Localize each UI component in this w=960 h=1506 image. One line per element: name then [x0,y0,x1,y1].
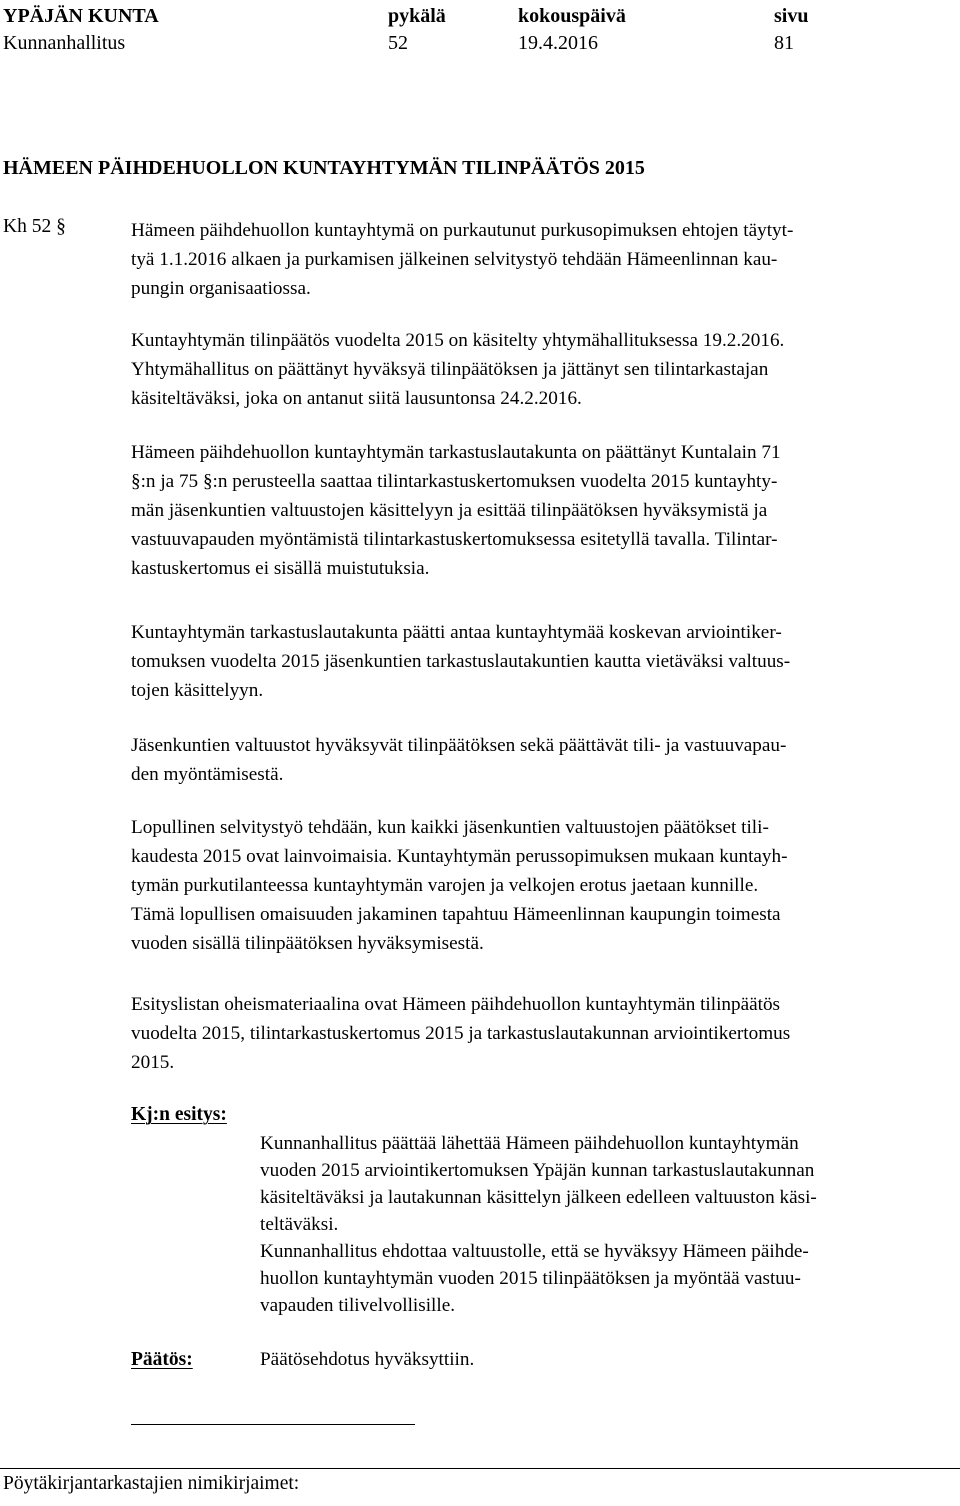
section-number: 52 [388,32,408,54]
paragraph-attachments [131,990,790,1077]
signatures-label: Pöytäkirjantarkastajien nimikirjaimet: [3,1473,300,1494]
meeting-date-label: kokouspäivä [518,5,626,27]
page-number: 81 [774,32,794,54]
text-line: huollon kuntayhtymän vuoden 2015 tilinpäätöksen ja myöntää vastuu- [260,1268,801,1289]
text-line: tymän purkutilanteessa kuntayhtymän varojen ja velkojen erotus jaetaan kunnille. [131,875,759,896]
text-line: män jäsenkuntien valtuustojen käsittelyyn ja esittää tilinpäätöksen hyväksymistä ja [131,500,768,521]
text-line: kastuskertomus ei sisällä muistutuksia. [131,558,430,579]
text-line: vuoden 2015 arviointikertomuksen Ypäjän kunnan tarkastuslautakunnan [260,1160,815,1181]
text-line: Kunnanhallitus ehdottaa valtuustolle, että se hyväksyy Hämeen päihde- [260,1241,809,1262]
paragraph-final-settlement [131,813,788,958]
text-line: teltäväksi. [260,1214,339,1235]
text-line: tyä 1.1.2016 alkaen ja purkamisen jälkeinen selvitystyö tehdään Hämeenlinnan kau- [131,249,778,270]
paragraph-councils-approve [131,731,786,789]
text-line: Tämä lopullisen omaisuuden jakaminen tapahtuu Hämeenlinnan kaupungin toimesta [131,904,781,925]
text-line: kaudesta 2015 ovat lainvoimaisia. Kuntayhtymän perussopimuksen mukaan kuntayh- [131,846,788,867]
section-label: pykälä [388,5,446,27]
text-line: Esityslistan oheismateriaalina ovat Hämeen päihdehuollon kuntayhtymän tilinpäätös [131,994,781,1015]
governing-body: Kunnanhallitus [3,32,126,54]
text-line: §:n ja 75 §:n perusteella saattaa tilintarkastuskertomuksen vuodelta 2015 kuntayhty- [131,471,778,492]
proposal-label: Kj:n esitys: [131,1104,227,1125]
text-line: käsiteltäväksi ja lautakunnan käsittelyn jälkeen edelleen valtuuston käsi- [260,1187,817,1208]
text-line: vuoden sisällä tilinpäätöksen hyväksymisestä. [131,933,484,954]
text-line: Hämeen päihdehuollon kuntayhtymän tarkastuslautakunta on päättänyt Kuntalain 71 [131,442,781,463]
text-line: 2015. [131,1052,175,1073]
text-line: käsiteltäväksi, joka on antanut siitä lausuntonsa 24.2.2016. [131,388,582,409]
text-line: pungin organisaatiossa. [131,278,311,299]
page-label: sivu [774,5,809,27]
proposal-text [260,1130,817,1319]
paragraph-dissolution [131,216,793,303]
text-line: Kuntayhtymän tilinpäätös vuodelta 2015 on käsitelty yhtymähallituksessa 19.2.2016. [131,330,785,351]
text-line: Jäsenkuntien valtuustot hyväksyvät tilinpäätöksen sekä päättävät tili- ja vastuuvapau- [131,735,787,756]
text-line: tomuksen vuodelta 2015 jäsenkuntien tarkastuslautakuntien kautta vietäväksi valtuus- [131,651,791,672]
signature-rule [131,1424,415,1425]
text-line: Lopullinen selvitystyö tehdään, kun kaikki jäsenkuntien valtuustojen päätökset tili- [131,817,769,838]
document-title: HÄMEEN PÄIHDEHUOLLON KUNTAYHTYMÄN TILINPÄÄTÖS 2015 [3,157,645,179]
text-line: vastuuvapauden myöntämistä tilintarkastuskertomuksessa esitetyllä tavalla. Tilintar- [131,529,778,550]
decision-text: Päätösehdotus hyväksyttiin. [260,1349,475,1370]
text-line: Yhtymähallitus on päättänyt hyväksyä tilinpäätöksen ja jättänyt sen tilintarkastajan [131,359,769,380]
text-line: den myöntämisestä. [131,764,284,785]
paragraph-audit-committee [131,438,781,583]
text-line: vapauden tilivelvollisille. [260,1295,456,1316]
text-line: Kunnanhallitus päättää lähettää Hämeen päihdehuollon kuntayhtymän [260,1133,799,1154]
text-line: Hämeen päihdehuollon kuntayhtymä on purkautunut purkusopimuksen ehtojen täytyt- [131,220,794,241]
footer-divider [0,1468,960,1469]
municipality-name: YPÄJÄN KUNTA [3,5,159,27]
meeting-date: 19.4.2016 [518,32,598,54]
decision-label: Päätös: [131,1349,193,1370]
text-line: vuodelta 2015, tilintarkastuskertomus 2015 ja tarkastuslautakunnan arviointikertomus [131,1023,791,1044]
text-line: Kuntayhtymän tarkastuslautakunta päätti antaa kuntayhtymää koskevan arviointiker- [131,622,782,643]
paragraph-evaluation-report [131,618,790,705]
section-reference: Kh 52 § [3,216,66,237]
paragraph-financial-statement [131,326,784,413]
text-line: tojen käsittelyyn. [131,680,264,701]
